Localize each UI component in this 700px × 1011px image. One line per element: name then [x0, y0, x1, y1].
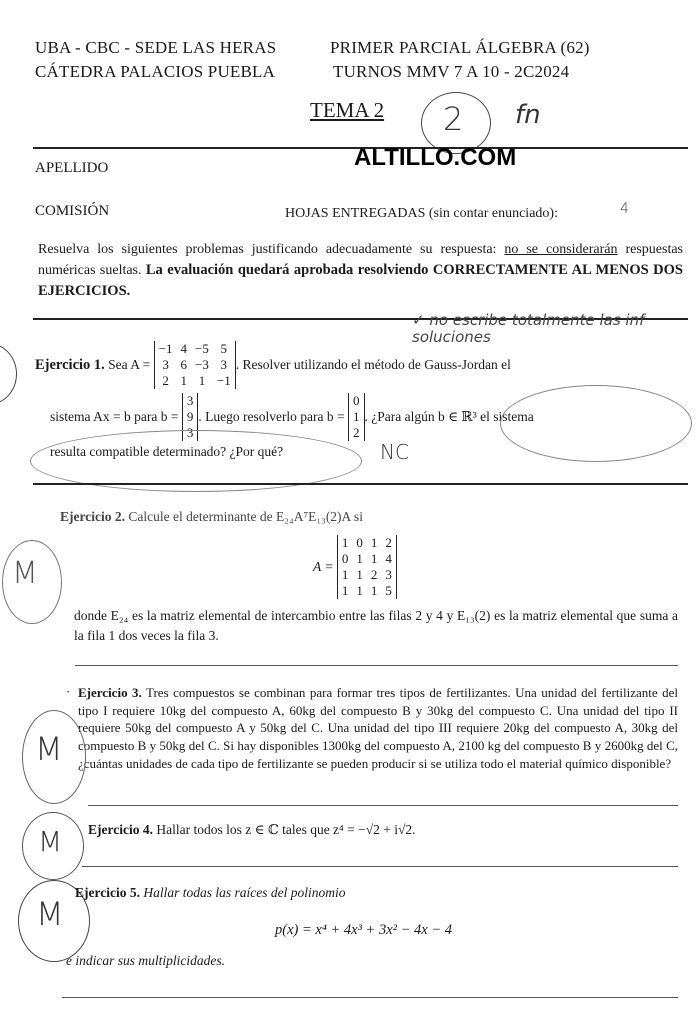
matrix-row — [154, 373, 235, 389]
matrix-cell: 1 — [341, 567, 349, 582]
matrix-row — [349, 393, 365, 409]
matrix-row — [337, 551, 396, 567]
matrix-cell: 1 — [370, 583, 378, 598]
matrix-cell: 1 — [180, 373, 188, 388]
matrix-cell: 1 — [356, 567, 363, 582]
matrix-row — [154, 357, 235, 373]
apellido-label: APELLIDO — [35, 160, 109, 176]
matrix-cell: −3 — [195, 357, 209, 372]
matrix-cell: 4 — [385, 551, 392, 566]
ex3-grade: M — [35, 730, 63, 768]
matrix-cell: 0 — [341, 551, 349, 566]
matrix-cell: 2 — [370, 567, 378, 582]
ex2-line1 — [60, 509, 363, 525]
ex3-text: Tres compuestos se combinan para formar tres tipos de fertilizantes. Una unidad del fertilizante del tipo I requiere 10kg del compuesto A, 60kg del compuesto B y 30kg del compuesto C. Una unidad del tipo II requiere 50kg del compuesto A y 50kg del C. Una unidad del tipo III requiere 20kg del compuesto A, 30kg del compuesto B y 50kg del C. Si hay disponibles 1300kg del compuesto A, 2100 kg del compuesto B y 2600kg del C, ¿cuántas unidades de cada tipo de fertilizante se pueden producir si se utiliza todo el material químico disponible? — [78, 685, 679, 771]
matrix-cell: 6 — [180, 357, 188, 372]
ex1-annotation-oval — [500, 385, 692, 462]
matrix-row — [337, 583, 396, 599]
divider — [75, 665, 678, 666]
matrix-cell: 2 — [162, 373, 169, 388]
watermark: ALTILLO.COM — [354, 144, 517, 171]
ex5-line2: e indicar sus multiplicidades. — [66, 953, 225, 968]
divider — [82, 866, 678, 867]
matrix-cell: 3 — [162, 357, 169, 372]
ex1-line3: resulta compatible determinado? ¿Por qué? — [50, 444, 284, 459]
tema-title: TEMA 2 — [310, 98, 385, 122]
ex4-title: Ejercicio 4. — [88, 822, 153, 837]
instructions-text: Resuelva los siguientes problemas justificando adecuadamente su respuesta: — [38, 242, 505, 257]
matrix-body — [337, 535, 397, 599]
divider — [62, 997, 678, 998]
matrix-cell: 1 — [353, 409, 360, 424]
ex2-matrix-a — [337, 535, 397, 599]
ex2-matrix-label: A = — [313, 559, 334, 574]
ex2-grade: M — [12, 556, 38, 591]
ex5-grade: M — [36, 895, 64, 933]
matrix-cell: −1 — [216, 373, 231, 388]
ex5-line1 — [75, 885, 345, 901]
instructions-underlined: no se considerarán — [504, 242, 618, 257]
ex5-text: Hallar todas las raíces del polinomio — [143, 885, 346, 900]
ex1-title: Ejercicio 1. — [35, 356, 105, 373]
matrix-cell: 1 — [198, 373, 206, 388]
matrix-row — [349, 425, 365, 441]
ex4-grade: M — [38, 825, 63, 858]
matrix-cell: 2 — [353, 425, 360, 440]
ex1-grade: NC — [380, 440, 409, 464]
ex5-title: Ejercicio 5. — [75, 885, 140, 900]
matrix-cell: 0 — [356, 535, 363, 550]
matrix-cell: −5 — [195, 341, 209, 356]
divider — [88, 805, 678, 806]
ex1-matrix-a — [154, 341, 236, 389]
matrix-cell: 1 — [370, 535, 378, 550]
header-institution: UBA - CBC - SEDE LAS HERAS — [35, 38, 277, 57]
hojas-value: 4 — [620, 201, 629, 217]
signature-handwritten: fn — [515, 100, 541, 130]
matrix-cell: −1 — [158, 341, 173, 356]
ex1-text: . Resolver utilizando el método de Gauss-Jordan el — [235, 357, 511, 372]
ex1-text: sistema Ax = b para b = — [50, 409, 179, 424]
matrix-cell: 3 — [186, 425, 194, 440]
ex4-line — [88, 822, 416, 838]
hojas-label: HOJAS ENTREGADAS (sin contar enunciado): — [285, 206, 558, 221]
matrix-cell: 1 — [341, 535, 349, 550]
bullet: · — [66, 684, 71, 699]
matrix-row — [182, 393, 198, 409]
matrix-row — [337, 535, 396, 551]
header-turnos: TURNOS MMV 7 A 10 - 2C2024 — [333, 62, 570, 81]
ex1-text: Sea A = — [108, 357, 151, 372]
ex2-text: Calcule el determinante de E₂₄A⁷E₁₃(2)A si — [128, 509, 363, 524]
matrix-cell: 5 — [220, 341, 228, 356]
ex3-body — [78, 684, 678, 773]
header-catedra: CÁTEDRA PALACIOS PUEBLA — [35, 62, 276, 81]
ex2-title: Ejercicio 2. — [60, 509, 125, 524]
grade-handwritten: 2 — [443, 100, 464, 138]
matrix-cell: 1 — [341, 583, 349, 598]
matrix-body — [348, 393, 365, 441]
instructions-bold: La evaluación quedará aprobada resolviendo CORRECTAMENTE AL MENOS DOS EJERCICIOS. — [38, 262, 684, 299]
instructions — [38, 240, 683, 302]
ex4-text: Hallar todos los z ∈ ℂ tales que z⁴ = −√2 + i√2. — [156, 822, 416, 837]
ex1-text: . ¿Para algún b ∈ ℝ³ el sistema — [364, 409, 534, 424]
matrix-body — [154, 341, 236, 389]
ex1-vector-b2 — [348, 393, 365, 441]
matrix-row — [337, 567, 396, 583]
matrix-row — [154, 341, 235, 357]
ex1-annotation: ✓ no escribe totalmente las inf soluciones — [412, 311, 645, 346]
ex2-line2: donde E₂₄ es la matriz elemental de intercambio entre las filas 2 y 4 y E₁₃(2) es la matriz elemental que suma a la fila 1 dos veces la fila 3. — [74, 608, 678, 643]
matrix-cell: 0 — [353, 393, 360, 408]
comision-label: COMISIÓN — [35, 203, 110, 219]
matrix-cell: 2 — [385, 535, 392, 550]
matrix-cell: 1 — [356, 551, 363, 566]
matrix-row — [182, 409, 198, 425]
matrix-row — [349, 409, 365, 425]
divider — [33, 483, 688, 485]
ex5-polynomial: p(x) = x⁴ + 4x³ + 3x² − 4x − 4 — [275, 922, 452, 938]
margin-mark-circle — [0, 343, 17, 405]
header-exam-title: PRIMER PARCIAL ÁLGEBRA (62) — [330, 38, 590, 57]
ex1-text: . Luego resolverlo para b = — [198, 409, 345, 424]
matrix-cell: 3 — [220, 357, 228, 372]
ex2-matrix-row — [313, 532, 397, 602]
matrix-cell: 4 — [180, 341, 188, 356]
matrix-cell: 1 — [356, 583, 363, 598]
matrix-cell: 3 — [385, 567, 392, 582]
matrix-cell: 9 — [186, 409, 194, 424]
matrix-cell: 1 — [370, 551, 378, 566]
ex3-title: Ejercicio 3. — [78, 685, 142, 700]
matrix-cell: 5 — [385, 583, 392, 598]
matrix-cell: 3 — [186, 393, 194, 408]
instructions-text-2: respuestas numéricas sueltas. — [38, 242, 683, 278]
